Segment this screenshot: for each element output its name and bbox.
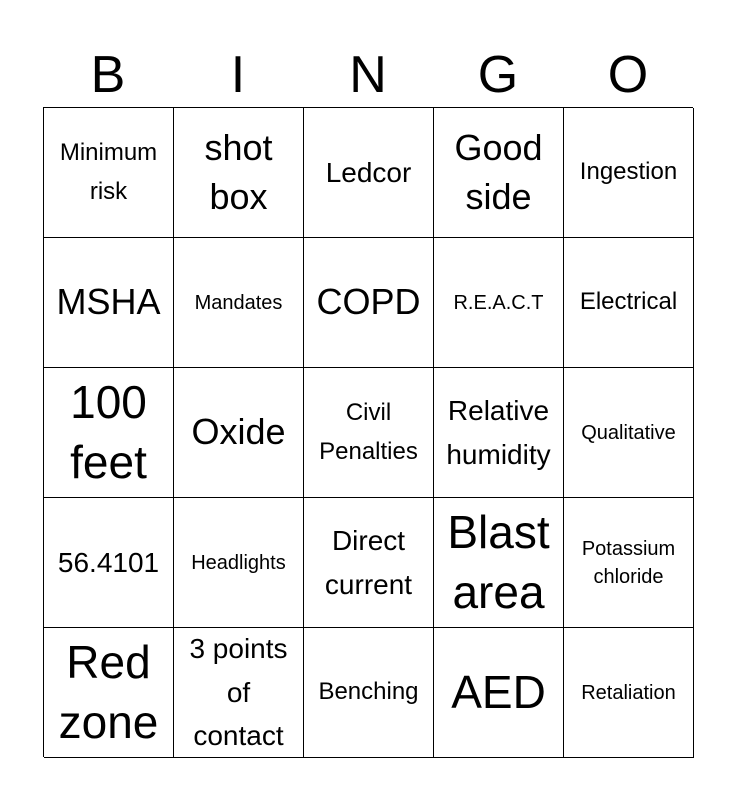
bingo-cell[interactable]: [44, 368, 174, 498]
bingo-cell[interactable]: [434, 238, 564, 368]
bingo-cell[interactable]: [564, 498, 694, 628]
cell-text: 3 points of contact: [189, 633, 288, 752]
bingo-cell[interactable]: [434, 628, 564, 758]
cell-text: Ingestion: [579, 158, 678, 186]
header-letter-b: B: [90, 46, 126, 104]
bingo-cell[interactable]: [174, 368, 304, 498]
bingo-cell[interactable]: [564, 108, 694, 238]
cell-text: Mandates: [194, 291, 283, 314]
header-letter-i: I: [230, 46, 246, 104]
bingo-cell[interactable]: [564, 628, 694, 758]
bingo-cell[interactable]: [304, 108, 434, 238]
bingo-cell[interactable]: [174, 498, 304, 628]
cell-text: Blast area: [447, 505, 550, 618]
cell-text: Red zone: [58, 635, 159, 748]
cell-text: 56.4101: [57, 546, 160, 578]
cell-text: 100 feet: [70, 375, 147, 488]
bingo-cell[interactable]: [44, 628, 174, 758]
bingo-cell[interactable]: [304, 368, 434, 498]
cell-text: Relative humidity: [446, 395, 551, 470]
cell-text: Benching: [318, 678, 419, 706]
cell-text: Oxide: [191, 411, 286, 453]
bingo-cell[interactable]: [564, 368, 694, 498]
cell-text: Minimum risk: [59, 139, 158, 205]
cell-text: Direct current: [324, 525, 413, 600]
bingo-cell[interactable]: [304, 498, 434, 628]
cell-text: Potassium chloride: [581, 537, 676, 588]
cell-text: COPD: [316, 281, 421, 323]
cell-text: MSHA: [56, 281, 161, 323]
cell-text: shot box: [204, 126, 273, 217]
bingo-cell[interactable]: [304, 238, 434, 368]
bingo-cell[interactable]: [174, 628, 304, 758]
cell-text: AED: [451, 665, 546, 718]
cell-text: Ledcor: [325, 156, 412, 188]
cell-text: Electrical: [579, 288, 678, 316]
bingo-board: [43, 107, 693, 757]
bingo-cell[interactable]: [44, 108, 174, 238]
header-letter-n: N: [349, 46, 387, 104]
bingo-header: [43, 44, 693, 106]
cell-text: Retaliation: [581, 681, 676, 704]
bingo-cell[interactable]: [174, 108, 304, 238]
bingo-cell[interactable]: [174, 238, 304, 368]
cell-text: Good side: [454, 126, 543, 217]
bingo-cell[interactable]: [304, 628, 434, 758]
bingo-cell[interactable]: [564, 238, 694, 368]
cell-text: Civil Penalties: [319, 399, 418, 465]
bingo-cell[interactable]: [434, 498, 564, 628]
header-letter-g: G: [477, 46, 519, 104]
bingo-cell[interactable]: [44, 498, 174, 628]
bingo-cell[interactable]: [434, 108, 564, 238]
cell-text: Headlights: [191, 551, 286, 574]
cell-text: R.E.A.C.T: [453, 291, 544, 314]
bingo-cell[interactable]: [434, 368, 564, 498]
header-letter-o: O: [607, 46, 649, 104]
cell-text: Qualitative: [581, 421, 676, 444]
bingo-cell[interactable]: [44, 238, 174, 368]
